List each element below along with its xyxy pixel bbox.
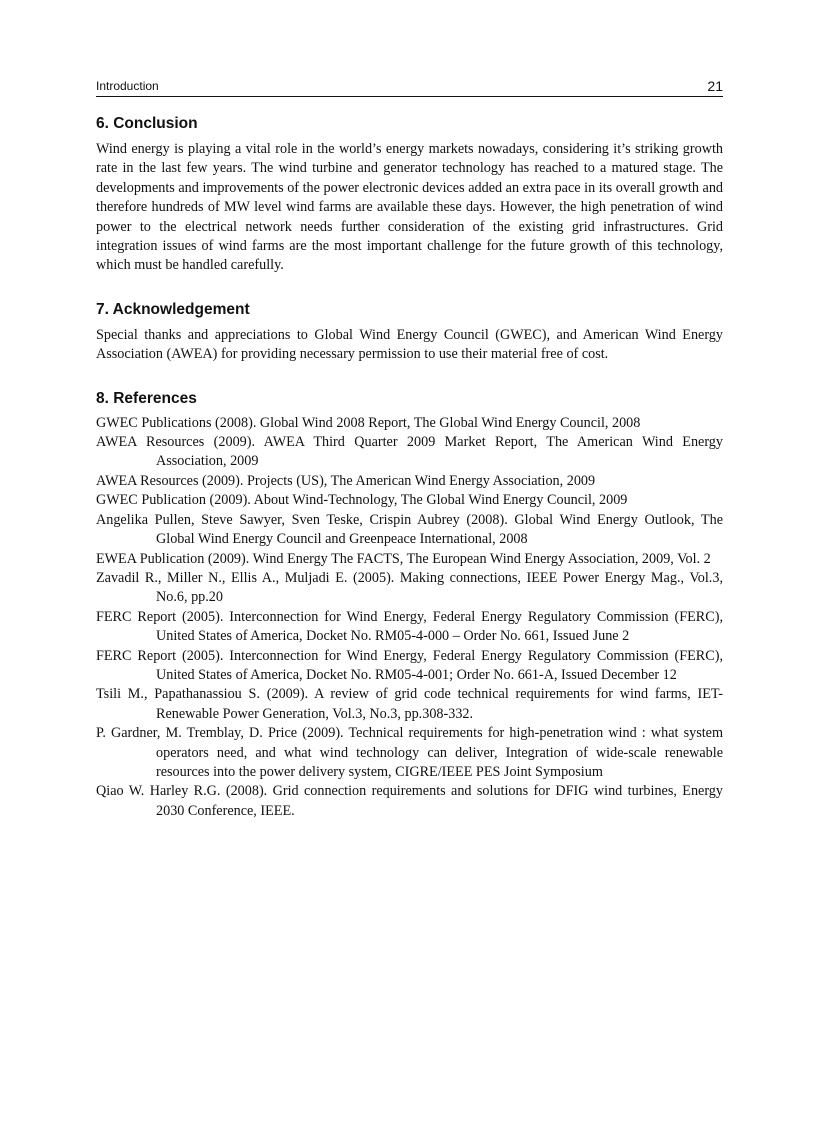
document-page [96,78,723,821]
acknowledgement-section [96,300,723,365]
page-number: 21 [707,78,723,94]
reference-item: AWEA Resources (2009). Projects (US), The American Wind Energy Association, 2009 [96,472,596,489]
reference-list [96,414,723,822]
acknowledgement-heading: 7. Acknowledgement [96,300,250,318]
reference-item: GWEC Publications (2008). Global Wind 2008 Report, The Global Wind Energy Council, 2008 [96,414,641,431]
conclusion-paragraph: Wind energy is playing a vital role in the world’s energy markets nowadays, considering it’s striking growth rate in the last few years. The wind turbine and generator technology has reached to a matured stage. The developments and improvements of the power electronic devices added an extra pace in its overall growth and therefore hundreds of MW level wind farms are available these days. However, the high penetration of wind power to the electrical network needs further consideration of the existing grid infrastructures. Grid integration issues of wind farms are the most important challenge for the future growth of this technology, which must be handled carefully. [96,141,723,274]
running-title: Introduction [96,79,159,93]
reference-item: P. Gardner, M. Tremblay, D. Price (2009). Technical requirements for high-penetration wind : what system operators need, and what wind technology can deliver, Integration of wide-scale renewable resources into the power delivery system, CIGRE/IEEE PES Joint Symposium [96,725,723,780]
reference-item: GWEC Publication (2009). About Wind-Technology, The Global Wind Energy Council, 2009 [96,492,628,509]
reference-item: EWEA Publication (2009). Wind Energy The FACTS, The European Wind Energy Association, 2009, Vol. 2 [96,550,711,567]
reference-item: AWEA Resources (2009). AWEA Third Quarter 2009 Market Report, The American Wind Energy Association, 2009 [96,434,723,470]
reference-item: Angelika Pullen, Steve Sawyer, Sven Teske, Crispin Aubrey (2008). Global Wind Energy Outlook, The Global Wind Energy Council and Greenpeace International, 2008 [96,511,723,548]
conclusion-heading: 6. Conclusion [96,115,198,132]
references-heading: 8. References [96,389,197,407]
reference-item: Qiao W. Harley R.G. (2008). Grid connection requirements and solutions for DFIG wind turbines, Energy 2030 Conference, IEEE. [96,783,723,819]
references-section [96,389,723,822]
acknowledgement-paragraph: Special thanks and appreciations to Global Wind Energy Council (GWEC), and American Wind Energy Association (AWEA) for providing necessary permission to use their material free of cost. [96,326,723,363]
reference-item: Zavadil R., Miller N., Ellis A., Muljadi E. (2005). Making connections, IEEE Power Energy Mag., Vol.3, No.6, pp.20 [96,569,723,606]
running-header [96,78,723,97]
reference-item: FERC Report (2005). Interconnection for Wind Energy, Federal Energy Regulatory Commission (FERC), United States of America, Docket No. RM05-4-000 – Order No. 661, Issued June 2 [96,608,723,645]
conclusion-section [96,114,723,276]
reference-item: Tsili M., Papathanassiou S. (2009). A review of grid code technical requirements for wind farms, IET-Renewable Power Generation, Vol.3, No.3, pp.308-332. [96,686,723,722]
reference-item: FERC Report (2005). Interconnection for Wind Energy, Federal Energy Regulatory Commission (FERC), United States of America, Docket No. RM05-4-001; Order No. 661-A, Issued December 12 [96,647,723,683]
